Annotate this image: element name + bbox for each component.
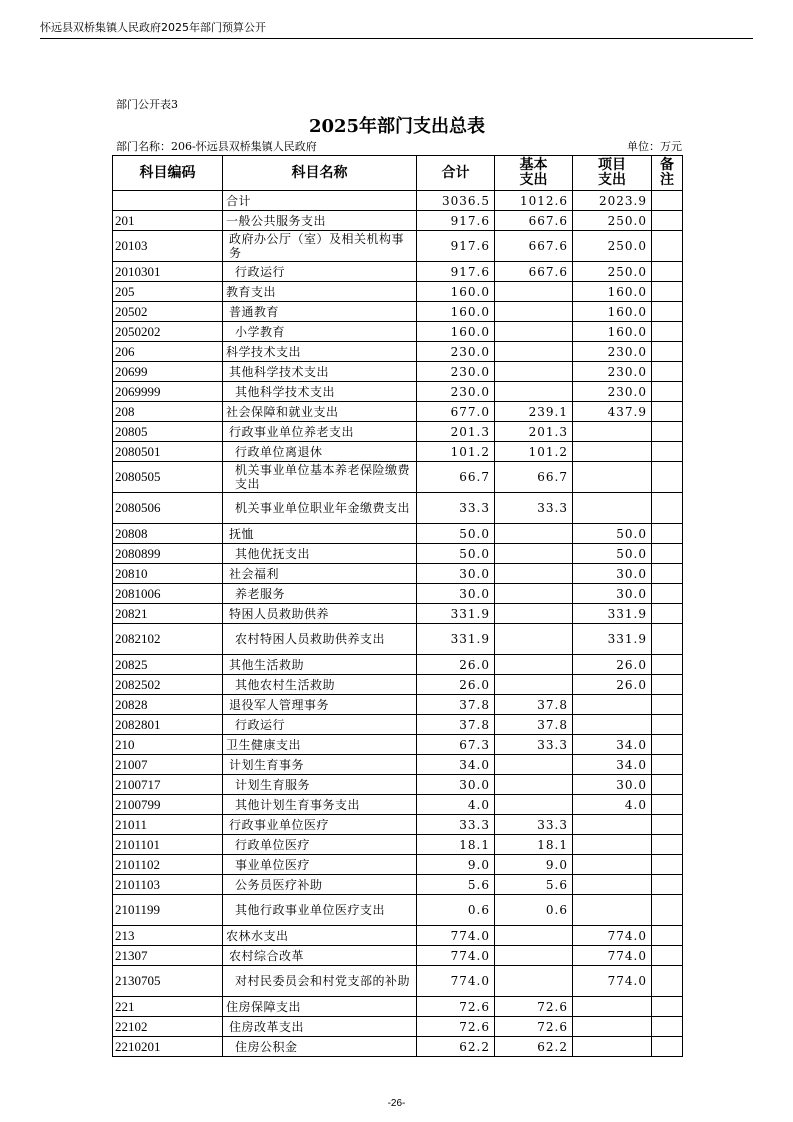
cell-code: 2101102 [113,855,223,875]
cell-name: 其他优抚支出 [223,544,417,564]
cell-code: 2210201 [113,1037,223,1057]
cell-code: 2080501 [113,442,223,462]
cell-note [652,282,683,302]
cell-code: 21307 [113,946,223,966]
cell-name: 行政单位医疗 [223,835,417,855]
cell-name: 合计 [223,191,417,211]
table-row [113,362,683,382]
table-row [113,462,683,493]
cell-name: 其他科学技术支出 [223,382,417,402]
cell-note [652,342,683,362]
cell-name: 行政运行 [223,715,417,735]
cell-code: 221 [113,997,223,1017]
cell-basic: 18.1 [495,835,573,855]
table-row [113,382,683,402]
table-row [113,493,683,524]
cell-code: 2080505 [113,462,223,493]
cell-code: 2050202 [113,322,223,342]
cell-code: 2010301 [113,262,223,282]
table-row [113,946,683,966]
cell-total: 201.3 [417,422,495,442]
table-row [113,966,683,997]
cell-code: 2082801 [113,715,223,735]
cell-name: 其他科学技术支出 [223,362,417,382]
department-label: 部门名称：206-怀远县双桥集镇人民政府 [116,140,317,153]
cell-note [652,231,683,262]
cell-basic: 667.6 [495,262,573,282]
cell-project: 34.0 [573,735,652,755]
cell-note [652,302,683,322]
table-row [113,715,683,735]
cell-total: 30.0 [417,775,495,795]
cell-name: 行政运行 [223,262,417,282]
cell-total: 331.9 [417,604,495,624]
table-row [113,926,683,946]
cell-basic [495,282,573,302]
table-row [113,795,683,815]
cell-name: 公务员医疗补助 [223,875,417,895]
unit-label: 单位：万元 [627,140,682,153]
cell-basic [495,564,573,584]
cell-project: 26.0 [573,655,652,675]
cell-name: 社会福利 [223,564,417,584]
cell-note [652,966,683,997]
cell-note [652,946,683,966]
cell-name: 住房公积金 [223,1037,417,1057]
cell-total: 37.8 [417,695,495,715]
cell-total: 774.0 [417,966,495,997]
cell-code: 20828 [113,695,223,715]
cell-note [652,211,683,231]
cell-name: 抚恤 [223,524,417,544]
cell-project: 250.0 [573,231,652,262]
cell-note [652,795,683,815]
cell-total: 9.0 [417,855,495,875]
cell-project [573,815,652,835]
cell-code: 2081006 [113,584,223,604]
cell-code: 210 [113,735,223,755]
cell-note [652,382,683,402]
cell-note [652,926,683,946]
cell-note [652,262,683,282]
cell-total: 30.0 [417,584,495,604]
cell-total: 50.0 [417,544,495,564]
cell-basic: 667.6 [495,211,573,231]
cell-name: 机关事业单位职业年金缴费支出 [223,493,417,524]
table-row [113,564,683,584]
cell-name: 特困人员救助供养 [223,604,417,624]
cell-name: 机关事业单位基本养老保险缴费支出 [223,462,417,493]
cell-code: 20805 [113,422,223,442]
cell-code: 208 [113,402,223,422]
cell-project: 26.0 [573,675,652,695]
cell-total: 917.6 [417,262,495,282]
cell-code: 21011 [113,815,223,835]
cell-total: 160.0 [417,282,495,302]
cell-project: 250.0 [573,211,652,231]
table-row [113,282,683,302]
cell-project: 160.0 [573,322,652,342]
cell-total: 230.0 [417,382,495,402]
cell-code: 2101103 [113,875,223,895]
cell-name: 政府办公厅（室）及相关机构事务 [223,231,417,262]
cell-total: 774.0 [417,926,495,946]
cell-total: 774.0 [417,946,495,966]
cell-code: 2101199 [113,895,223,926]
cell-total: 331.9 [417,624,495,655]
cell-total: 677.0 [417,402,495,422]
cell-project: 30.0 [573,564,652,584]
table-row [113,231,683,262]
cell-note [652,564,683,584]
cell-project: 30.0 [573,775,652,795]
cell-name: 普通教育 [223,302,417,322]
cell-total: 33.3 [417,815,495,835]
cell-code [113,191,223,211]
cell-project [573,997,652,1017]
cell-project: 774.0 [573,966,652,997]
cell-code: 2130705 [113,966,223,997]
col-header-total: 合计 [417,156,495,191]
cell-total: 0.6 [417,895,495,926]
cell-note [652,584,683,604]
cell-basic: 37.8 [495,695,573,715]
table-row [113,997,683,1017]
page-title: 2025年部门支出总表 [308,116,486,137]
cell-project [573,422,652,442]
table-row [113,191,683,211]
cell-basic: 5.6 [495,875,573,895]
cell-name: 对村民委员会和村党支部的补助 [223,966,417,997]
cell-project [573,895,652,926]
cell-code: 22102 [113,1017,223,1037]
cell-basic [495,604,573,624]
cell-code: 2080506 [113,493,223,524]
cell-note [652,875,683,895]
cell-project: 160.0 [573,282,652,302]
cell-name: 行政事业单位养老支出 [223,422,417,442]
cell-name: 住房保障支出 [223,997,417,1017]
table-row [113,624,683,655]
cell-total: 5.6 [417,875,495,895]
cell-name: 计划生育事务 [223,755,417,775]
cell-basic [495,524,573,544]
table-row [113,422,683,442]
cell-basic [495,382,573,402]
page-number: -26- [387,1098,406,1109]
cell-note [652,815,683,835]
table-row [113,895,683,926]
cell-note [652,544,683,564]
cell-project [573,875,652,895]
cell-code: 20825 [113,655,223,675]
cell-project: 230.0 [573,362,652,382]
table-row [113,442,683,462]
cell-project [573,855,652,875]
table-row [113,855,683,875]
cell-code: 2082102 [113,624,223,655]
table-row [113,302,683,322]
cell-note [652,835,683,855]
table-row [113,695,683,715]
cell-name: 其他农村生活救助 [223,675,417,695]
cell-basic [495,322,573,342]
cell-note [652,775,683,795]
cell-project [573,1017,652,1037]
cell-code: 20821 [113,604,223,624]
cell-note [652,362,683,382]
cell-project: 160.0 [573,302,652,322]
cell-code: 2100717 [113,775,223,795]
table-number: 部门公开表3 [116,98,178,111]
cell-name: 农林水支出 [223,926,417,946]
cell-name: 住房改革支出 [223,1017,417,1037]
table-row [113,1037,683,1057]
table-row [113,755,683,775]
cell-name: 卫生健康支出 [223,735,417,755]
cell-basic: 62.2 [495,1037,573,1057]
cell-project [573,1037,652,1057]
cell-basic [495,675,573,695]
table-row [113,815,683,835]
cell-code: 20808 [113,524,223,544]
table-row [113,262,683,282]
cell-total: 67.3 [417,735,495,755]
cell-total: 33.3 [417,493,495,524]
cell-basic: 1012.6 [495,191,573,211]
cell-code: 20810 [113,564,223,584]
cell-total: 917.6 [417,231,495,262]
cell-project: 50.0 [573,544,652,564]
table-body [113,191,683,1057]
cell-basic: 239.1 [495,402,573,422]
cell-note [652,493,683,524]
cell-note [652,1037,683,1057]
cell-code: 2101101 [113,835,223,855]
cell-note [652,735,683,755]
cell-project: 4.0 [573,795,652,815]
cell-project [573,835,652,855]
cell-total: 230.0 [417,342,495,362]
col-header-basic: 基本 支出 [495,156,573,191]
cell-note [652,895,683,926]
table-row [113,402,683,422]
cell-basic [495,302,573,322]
cell-note [652,715,683,735]
cell-basic: 66.7 [495,462,573,493]
table-row [113,655,683,675]
cell-project: 774.0 [573,926,652,946]
cell-note [652,422,683,442]
cell-code: 21007 [113,755,223,775]
cell-basic [495,624,573,655]
cell-basic: 72.6 [495,1017,573,1037]
cell-project [573,695,652,715]
cell-total: 30.0 [417,564,495,584]
table-row [113,775,683,795]
cell-project: 2023.9 [573,191,652,211]
cell-basic [495,584,573,604]
cell-total: 66.7 [417,462,495,493]
cell-basic: 33.3 [495,815,573,835]
cell-note [652,675,683,695]
cell-project: 774.0 [573,946,652,966]
cell-project [573,493,652,524]
cell-project [573,462,652,493]
cell-total: 72.6 [417,997,495,1017]
cell-basic: 33.3 [495,735,573,755]
running-header: 怀远县双桥集镇人民政府2025年部门预算公开 [40,18,753,39]
cell-basic [495,795,573,815]
cell-basic: 9.0 [495,855,573,875]
meta-row [116,138,682,154]
table-row [113,675,683,695]
cell-basic [495,946,573,966]
cell-project: 30.0 [573,584,652,604]
table-row [113,735,683,755]
cell-note [652,524,683,544]
cell-basic: 0.6 [495,895,573,926]
cell-project: 250.0 [573,262,652,282]
cell-code: 20103 [113,231,223,262]
col-header-code: 科目编码 [113,156,223,191]
cell-name: 科学技术支出 [223,342,417,362]
cell-note [652,755,683,775]
cell-basic [495,544,573,564]
cell-code: 2080899 [113,544,223,564]
cell-note [652,624,683,655]
cell-project: 230.0 [573,342,652,362]
cell-note [652,442,683,462]
table-row [113,211,683,231]
table-row [113,544,683,564]
cell-project: 331.9 [573,624,652,655]
cell-project [573,715,652,735]
cell-basic: 667.6 [495,231,573,262]
cell-name: 小学教育 [223,322,417,342]
cell-total: 26.0 [417,675,495,695]
cell-code: 20699 [113,362,223,382]
cell-note [652,1017,683,1037]
cell-note [652,695,683,715]
cell-total: 917.6 [417,211,495,231]
table-row [113,524,683,544]
cell-basic [495,655,573,675]
cell-total: 18.1 [417,835,495,855]
cell-name: 农村特困人员救助供养支出 [223,624,417,655]
cell-name: 计划生育服务 [223,775,417,795]
table-row [113,342,683,362]
table-row [113,604,683,624]
cell-basic: 33.3 [495,493,573,524]
cell-name: 行政单位离退休 [223,442,417,462]
cell-total: 34.0 [417,755,495,775]
table-row [113,322,683,342]
cell-code: 2100799 [113,795,223,815]
cell-code: 206 [113,342,223,362]
cell-project: 34.0 [573,755,652,775]
expenditure-table [112,155,683,1057]
cell-basic [495,362,573,382]
cell-total: 230.0 [417,362,495,382]
table-row [113,584,683,604]
cell-code: 20502 [113,302,223,322]
cell-basic: 72.6 [495,997,573,1017]
cell-code: 2082502 [113,675,223,695]
cell-name: 教育支出 [223,282,417,302]
cell-basic: 101.2 [495,442,573,462]
cell-basic: 37.8 [495,715,573,735]
cell-name: 退役军人管理事务 [223,695,417,715]
cell-basic [495,755,573,775]
cell-project [573,442,652,462]
cell-basic [495,926,573,946]
cell-name: 其他生活救助 [223,655,417,675]
cell-total: 62.2 [417,1037,495,1057]
table-row [113,875,683,895]
cell-project: 230.0 [573,382,652,402]
cell-name: 其他计划生育事务支出 [223,795,417,815]
cell-total: 4.0 [417,795,495,815]
cell-name: 一般公共服务支出 [223,211,417,231]
cell-name: 行政事业单位医疗 [223,815,417,835]
cell-note [652,997,683,1017]
cell-note [652,191,683,211]
cell-note [652,604,683,624]
cell-name: 其他行政事业单位医疗支出 [223,895,417,926]
cell-name: 农村综合改革 [223,946,417,966]
table-row [113,1017,683,1037]
cell-total: 160.0 [417,322,495,342]
cell-basic [495,342,573,362]
cell-total: 26.0 [417,655,495,675]
cell-total: 160.0 [417,302,495,322]
cell-note [652,402,683,422]
cell-basic: 201.3 [495,422,573,442]
cell-name: 事业单位医疗 [223,855,417,875]
cell-note [652,855,683,875]
cell-note [652,322,683,342]
cell-code: 213 [113,926,223,946]
cell-name: 养老服务 [223,584,417,604]
cell-total: 72.6 [417,1017,495,1037]
table-header-row [113,156,683,191]
cell-total: 101.2 [417,442,495,462]
cell-project: 331.9 [573,604,652,624]
cell-project: 50.0 [573,524,652,544]
cell-total: 3036.5 [417,191,495,211]
cell-total: 50.0 [417,524,495,544]
col-header-name: 科目名称 [223,156,417,191]
cell-code: 205 [113,282,223,302]
cell-code: 201 [113,211,223,231]
cell-name: 社会保障和就业支出 [223,402,417,422]
col-header-note: 备注 [652,156,683,191]
cell-code: 2069999 [113,382,223,402]
table-row [113,835,683,855]
cell-basic [495,775,573,795]
cell-note [652,655,683,675]
cell-project: 437.9 [573,402,652,422]
cell-basic [495,966,573,997]
col-header-project: 项目 支出 [573,156,652,191]
cell-total: 37.8 [417,715,495,735]
cell-note [652,462,683,493]
